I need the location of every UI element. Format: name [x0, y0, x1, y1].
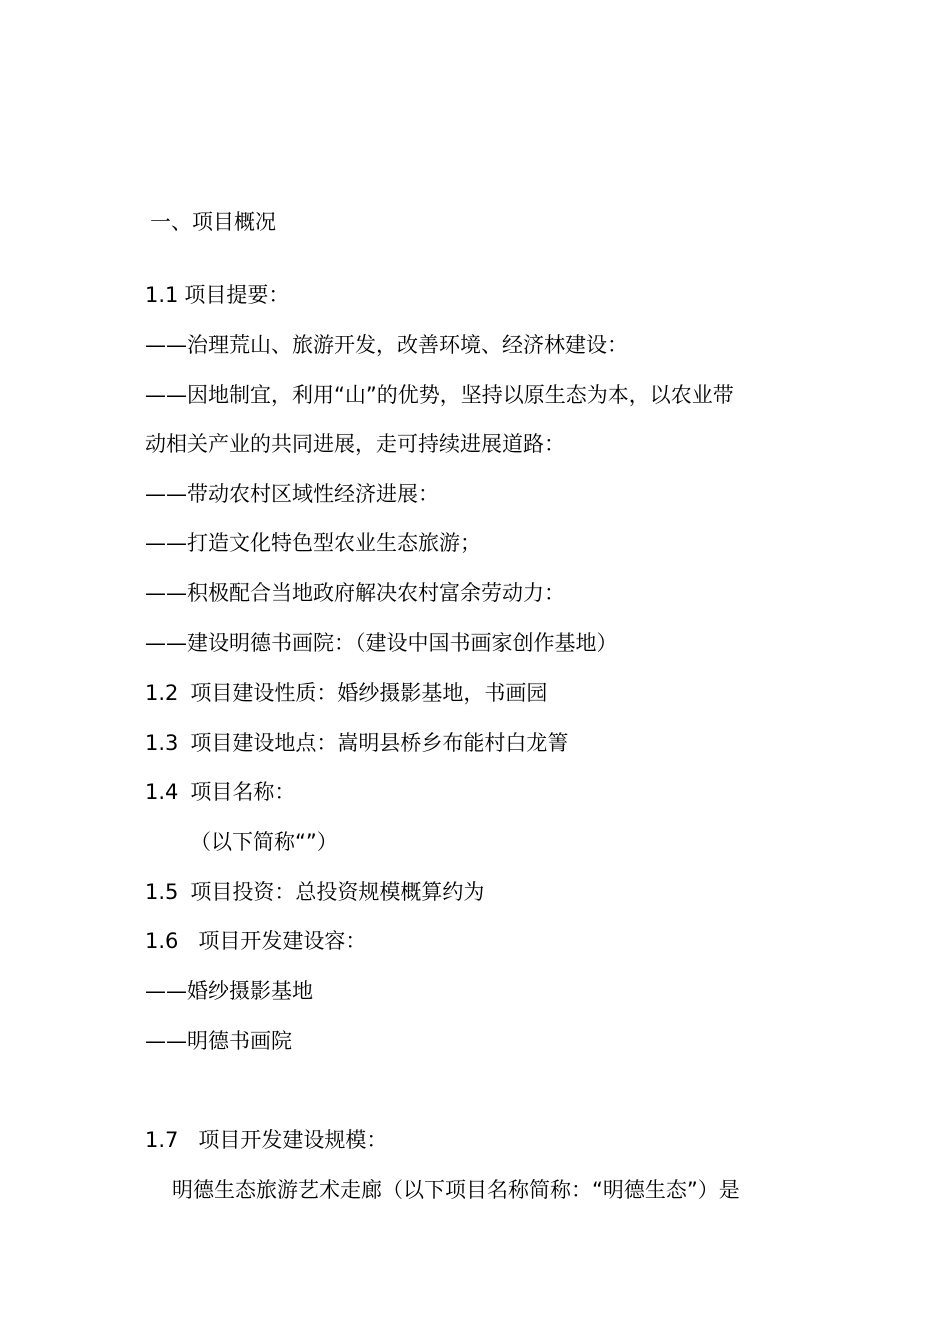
bullet-item: ——打造文化特色型农业生态旅游；: [145, 531, 481, 555]
section-text: 项目开发建设容：: [198, 929, 367, 953]
section-1-4: [145, 777, 295, 807]
section-number: 1.3: [145, 731, 179, 755]
section-number: 1.7: [145, 1128, 179, 1152]
bullet-item: ——积极配合当地政府解决农村富余劳动力：: [145, 581, 565, 605]
section-text: 项目建设性质：婚纱摄影基地，书画园: [190, 681, 548, 705]
section-number: 1.6: [145, 929, 179, 953]
section-text: 项目提要：: [184, 283, 290, 307]
section-text: 项目投资：总投资规模概算约为: [190, 880, 485, 904]
section-number: 1.2: [145, 681, 179, 705]
abbreviation-note: （以下简称“”）: [190, 830, 338, 854]
body-paragraph: 明德生态旅游艺术走廊（以下项目名称简称：“明德生态”）是: [172, 1178, 740, 1202]
content-item: ——婚纱摄影基地: [145, 979, 313, 1003]
section-1-1: [145, 280, 289, 310]
section-number: 1.1: [145, 283, 179, 307]
section-1-6: [145, 926, 366, 956]
bullet-item: ——因地制宜，利用“山”的优势，坚持以原生态为本，以农业带: [145, 383, 734, 407]
section-1-3: [145, 728, 568, 758]
section-number: 1.5: [145, 880, 179, 904]
bullet-item: ——带动农村区域性经济进展：: [145, 482, 439, 506]
section-1-5: [145, 877, 484, 907]
content-item: ——明德书画院: [145, 1029, 292, 1053]
section-heading: 一、项目概况: [150, 210, 276, 234]
bullet-item: ——建设明德书画院：（建设中国书画家创作基地）: [145, 631, 618, 655]
section-text: 项目开发建设规模：: [198, 1128, 388, 1152]
section-1-2: [145, 678, 547, 708]
section-number: 1.4: [145, 780, 179, 804]
section-text: 项目名称：: [190, 780, 296, 804]
bullet-item-continuation: 动相关产业的共同进展，走可持续进展道路：: [145, 432, 565, 456]
section-text: 项目建设地点：嵩明县桥乡布能村白龙箐: [190, 731, 569, 755]
section-1-7: [145, 1125, 387, 1155]
bullet-item: ——治理荒山、旅游开发，改善环境、经济林建设：: [145, 333, 628, 357]
